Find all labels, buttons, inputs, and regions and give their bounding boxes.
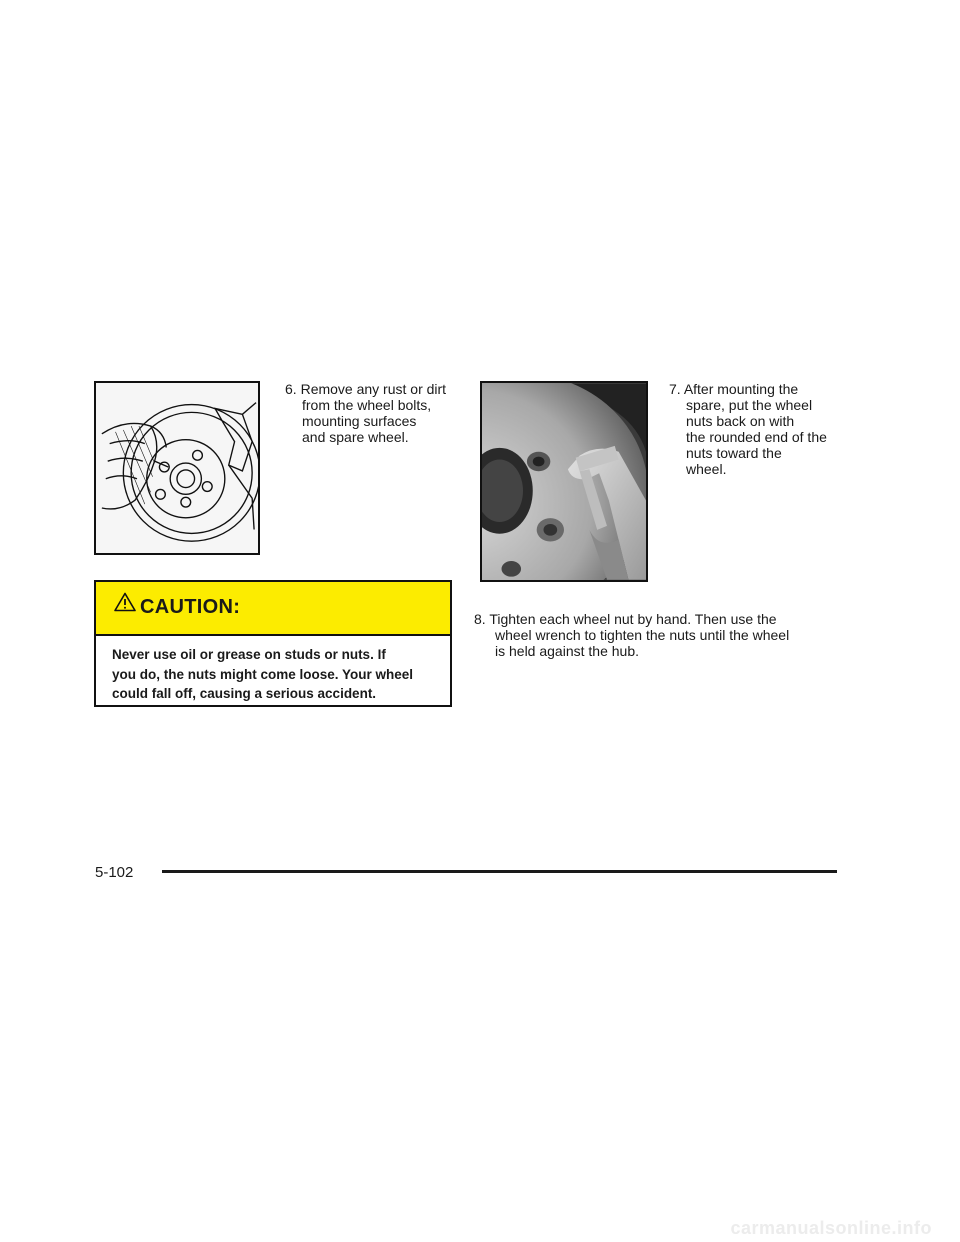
step-8-line: wheel wrench to tighten the nuts until the wheel: [495, 627, 790, 643]
step-6-line: mounting surfaces: [302, 413, 417, 429]
step-7-line: wheel.: [686, 461, 727, 477]
caution-header: [96, 582, 450, 636]
step-6-number: 6.: [285, 381, 297, 397]
wheel-nut-drawing: [482, 383, 646, 580]
hub-cleaning-illustration: [94, 381, 260, 555]
hub-cleaning-drawing: [96, 383, 258, 553]
wheel-nut-photo: [480, 381, 648, 582]
warning-triangle-icon: [114, 592, 136, 612]
step-7-first-line: After mounting the: [683, 381, 799, 397]
page-number: 5-102: [95, 864, 134, 881]
step-6: [285, 381, 455, 445]
step-8-line: is held against the hub.: [495, 643, 639, 659]
caution-line: Never use oil or grease on studs or nuts. If: [112, 647, 386, 662]
caution-line: could fall off, causing a serious accident.: [112, 686, 377, 701]
step-7-line: nuts back on with: [686, 413, 795, 429]
step-6-first-line: Remove any rust or dirt: [300, 381, 447, 397]
step-6-line: and spare wheel.: [302, 429, 409, 445]
step-8-first-line: Tighten each wheel nut by hand. Then use the: [489, 611, 777, 627]
caution-line: you do, the nuts might come loose. Your wheel: [112, 666, 414, 682]
step-7: [669, 381, 849, 477]
caution-text: [96, 636, 450, 704]
step-7-line: spare, put the wheel: [686, 397, 813, 413]
caution-title: CAUTION:: [140, 596, 241, 618]
step-7-line: nuts toward the: [686, 445, 782, 461]
watermark: carmanualsonline.info: [730, 1218, 932, 1238]
step-8-number: 8.: [474, 611, 486, 627]
step-8: [474, 611, 834, 659]
footer-rule: [162, 870, 837, 873]
step-6-line: from the wheel bolts,: [302, 397, 432, 413]
step-7-number: 7.: [669, 381, 681, 397]
caution-box: [94, 580, 452, 707]
step-7-line: the rounded end of the: [686, 429, 827, 445]
